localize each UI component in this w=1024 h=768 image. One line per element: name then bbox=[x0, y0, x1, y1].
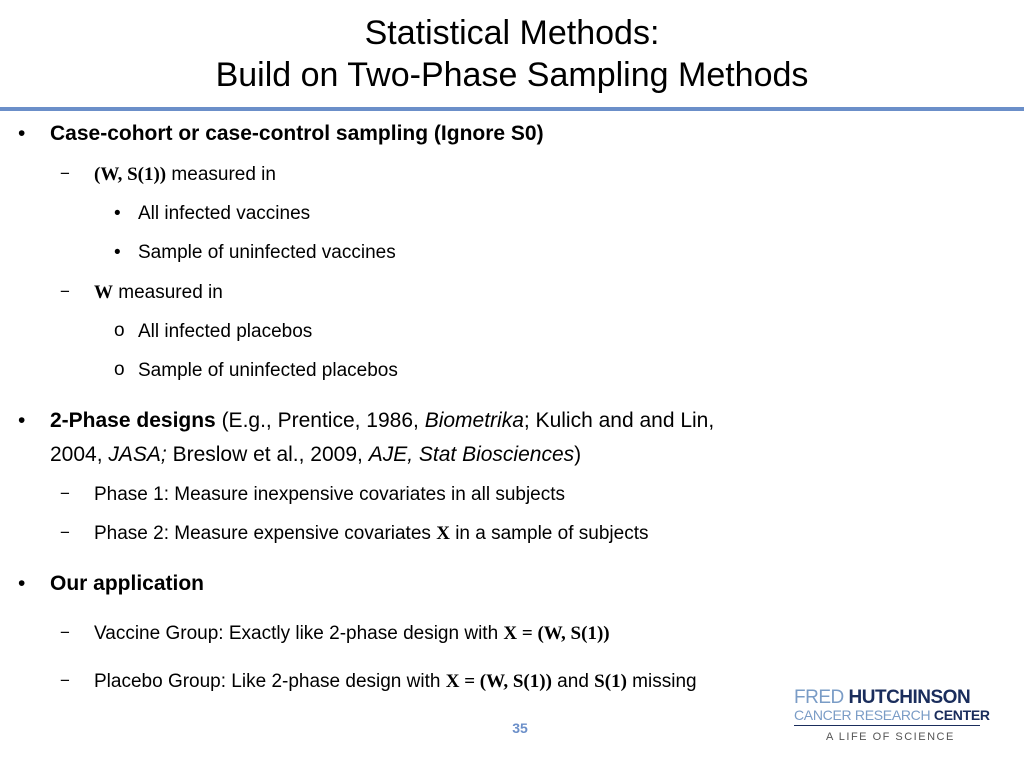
logo-hutchinson: HUTCHINSON bbox=[848, 687, 971, 708]
slide-title bbox=[0, 12, 1024, 96]
item-all-infected-placebos: o All infected placebos bbox=[138, 321, 312, 343]
logo-fred: FRED bbox=[794, 687, 844, 708]
title-line-1: Statistical Methods: bbox=[364, 14, 660, 52]
sub-bullet-w-s1-measured: − (W, S(1)) measured in bbox=[94, 164, 276, 186]
item-sample-uninfected-placebos: o Sample of uninfected placebos bbox=[138, 360, 398, 382]
item-sample-uninfected-vaccines: • Sample of uninfected vaccines bbox=[138, 242, 396, 264]
sub-bullet-w-measured: − W measured in bbox=[94, 282, 223, 304]
bullet-2-phase-designs-cont: 2004, JASA; Breslow et al., 2009, AJE, Stat Biosciences) bbox=[50, 443, 582, 466]
title-line-2: Build on Two-Phase Sampling Methods bbox=[215, 56, 809, 94]
logo-center: CENTER bbox=[933, 707, 990, 723]
logo-tagline: A LIFE OF SCIENCE bbox=[826, 731, 955, 743]
sub-bullet-phase-1: − Phase 1: Measure inexpensive covariates in all subjects bbox=[94, 484, 565, 506]
logo-divider bbox=[794, 725, 980, 726]
page-number: 35 bbox=[512, 720, 528, 736]
bullet-2-phase-designs: • 2-Phase designs (E.g., Prentice, 1986, Biometrika; Kulich and and Lin, bbox=[50, 409, 714, 433]
sub-bullet-placebo-group: − Placebo Group: Like 2-phase design with X = (W, S(1)) and S(1) missing bbox=[94, 671, 697, 693]
item-all-infected-vaccines: • All infected vaccines bbox=[138, 203, 310, 225]
bullet-our-application: • Our application bbox=[50, 572, 204, 596]
bullet-case-cohort: • Case-cohort or case-control sampling (Ignore S0) bbox=[50, 122, 544, 146]
sub-bullet-phase-2: − Phase 2: Measure expensive covariates X in a sample of subjects bbox=[94, 523, 648, 545]
sub-bullet-vaccine-group: − Vaccine Group: Exactly like 2-phase design with X = (W, S(1)) bbox=[94, 623, 610, 645]
logo-cancer-research: CANCER RESEARCH bbox=[794, 707, 931, 723]
fred-hutch-logo bbox=[790, 688, 990, 748]
title-divider bbox=[0, 107, 1024, 111]
